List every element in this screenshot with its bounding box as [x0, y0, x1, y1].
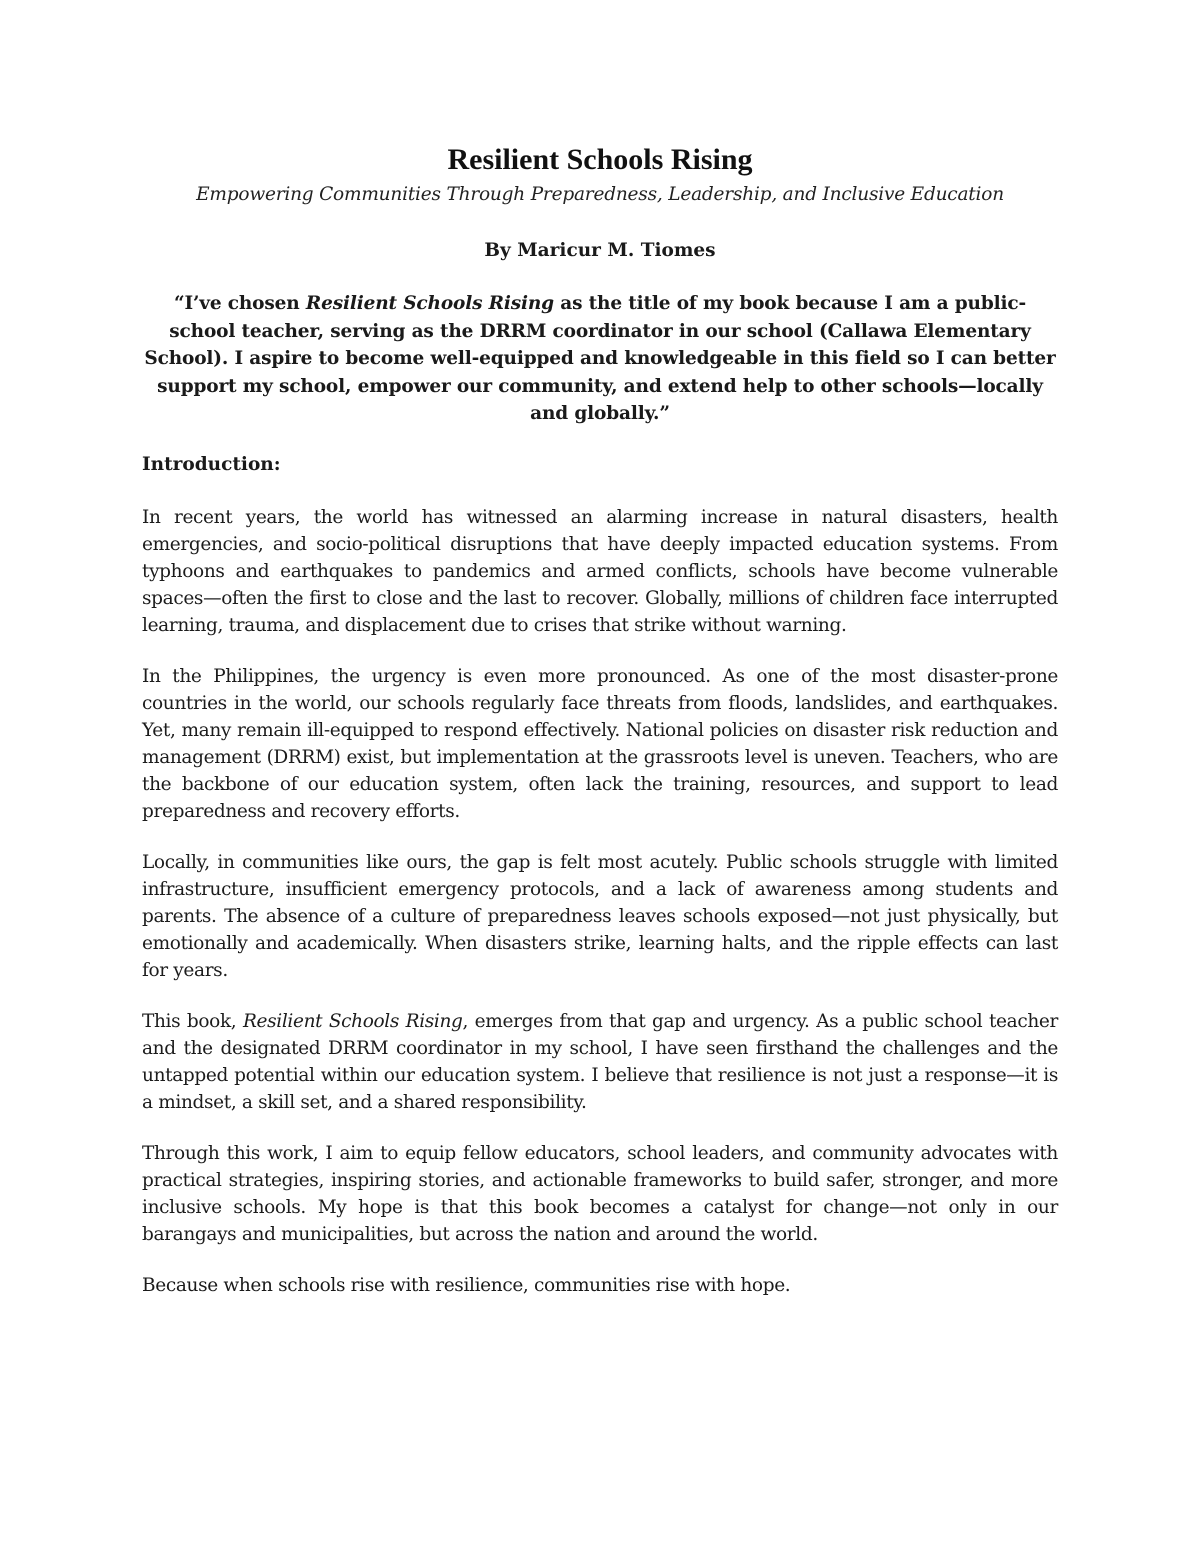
author-line: By Maricur M. Tiomes: [484, 240, 716, 261]
paragraph-philippines-context: In the Philippines, the urgency is even more pronounced. As one of the most disaster-prone countries in the world, our schools regularly face threats from floods, landslides, and earthquakes. Yet, many remain ill-equipped to respond effectively. National policies on disaster risk reduction and management (DRRM) exist, but implementation at the grassroots level is uneven. Teachers, who are the backbone of our education system, often lack the training, resources, and support to lead preparedness and recovery efforts.: [142, 665, 1058, 822]
author-quote: [142, 290, 1058, 428]
quote-book-title: Resilient Schools Rising: [305, 293, 554, 314]
book-title: Resilient Schools Rising: [447, 143, 753, 176]
paragraph-book-purpose: [142, 1008, 1058, 1116]
book-paragraph-start: This book,: [142, 1010, 243, 1032]
document-content: [142, 140, 1058, 1299]
book-paragraph-title: Resilient Schools Rising: [242, 1010, 463, 1032]
introduction-heading: Introduction:: [142, 453, 281, 475]
paragraph-global-context: In recent years, the world has witnessed an alarming increase in natural disasters, health emergencies, and socio-political disruptions that have deeply impacted education systems. From typhoons and earthquakes to pandemics and armed conflicts, schools have become vulnerable spaces—often the first to close and the last to recover. Globally, millions of children face interrupted learning, trauma, and displacement due to crises that strike without warning.: [142, 506, 1058, 636]
book-paragraph-end: , emerges from that gap and urgency. As a public school teacher and the designated DRRM coordinator in my school, I have seen firsthand the challenges and the untapped potential within our education system. I believe that resilience is not just a response—it is a mindset, a skill set, and a shared responsibility.: [142, 1010, 1058, 1113]
paragraph-aim: Through this work, I aim to equip fellow educators, school leaders, and community advocates with practical strategies, inspiring stories, and actionable frameworks to build safer, stronger, and more inclusive schools. My hope is that this book becomes a catalyst for change—not only in our barangays and municipalities, but across the nation and around the world.: [142, 1142, 1058, 1245]
quote-text-end: as the title of my book because I am a public-school teacher, serving as the DRRM coordinator in our school (Callawa Elementary School). I aspire to become well-equipped and knowledgeable in this field so I can better support my school, empower our community, and extend help to other schools—locally and globally.”: [144, 293, 1056, 424]
paragraph-local-context: Locally, in communities like ours, the gap is felt most acutely. Public schools struggle with limited infrastructure, insufficient emergency protocols, and a lack of awareness among students and parents. The absence of a culture of preparedness leaves schools exposed—not just physically, but emotionally and academically. When disasters strike, learning halts, and the ripple effects can last for years.: [142, 851, 1058, 981]
book-subtitle: Empowering Communities Through Preparedness, Leadership, and Inclusive Education: [196, 184, 1004, 205]
closing-line: Because when schools rise with resilience, communities rise with hope.: [142, 1274, 791, 1296]
quote-text-start: “I’ve chosen: [173, 293, 306, 314]
